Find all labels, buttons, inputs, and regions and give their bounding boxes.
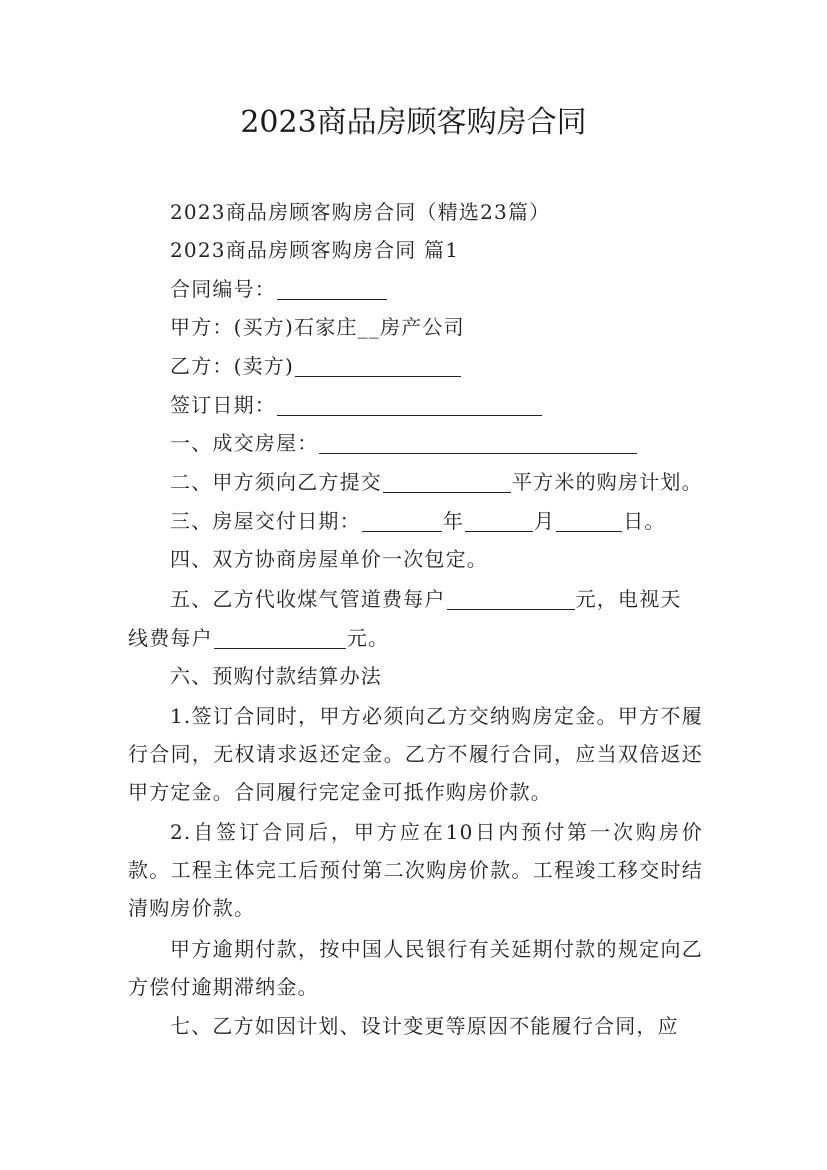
item-5-line-2 [128,619,703,657]
item-5-text-d: 元。 [346,626,390,650]
sign-date-blank [277,393,542,416]
item-2-text-a: 二、甲方须向乙方提交 [170,470,382,494]
item-4-line: 四、双方协商房屋单价一次包定。 [170,547,488,571]
item-3-month-blank [465,509,533,532]
item-2-blank [383,470,511,493]
item-3-year: 年 [442,509,465,533]
item-3-year-blank [362,509,442,532]
contract-number-blank [277,277,387,300]
item-5-text-a: 五、乙方代收煤气管道费每户 [170,587,446,611]
item-5-text-c: 线费每户 [128,626,213,650]
item-1-label: 一、成交房屋： [170,431,319,455]
contract-number-line [128,270,703,308]
sign-date-label: 签订日期： [170,393,276,417]
contract-number-label: 合同编号： [170,277,276,301]
item-1-line [128,424,703,462]
item-1-blank [319,431,637,454]
sign-date-line [128,386,703,424]
party-b-label: 乙方：(卖方) [170,354,295,378]
item-6-heading: 六、预购付款结算办法 [170,664,382,688]
clause-3: 甲方逾期付款，按中国人民银行有关延期付款的规定向乙方偿付逾期滞纳金。 [128,937,703,999]
party-b-blank [295,354,461,377]
item-2-text-b: 平方米的购房计划。 [512,470,703,494]
section-heading: 2023商品房顾客购房合同 篇1 [170,238,460,262]
item-3-month: 月 [534,509,556,533]
item-5-text-b: 元，电视天 [575,587,682,611]
item-3-label: 三、房屋交付日期： [170,509,361,533]
item-5-line [128,580,703,618]
party-b-line [128,347,703,385]
document-title: 2023商品房顾客购房合同 [240,105,587,140]
subtitle: 2023商品房顾客购房合同（精选23篇） [170,200,551,224]
item-2-line [128,463,703,501]
item-3-day: 日。 [623,509,666,533]
clause-1: 1.签订合同时，甲方必须向乙方交纳购房定金。甲方不履行合同，无权请求返还定金。乙方不履行合同，应当双倍返还甲方定金。合同履行完定金可抵作购房价款。 [128,704,703,804]
item-3-day-blank [556,509,622,532]
clause-2: 2.自签订合同后，甲方应在10日内预付第一次购房价款。工程主体完工后预付第二次购房价款。工程竣工移交时结清购房价款。 [128,820,703,920]
party-a-line: 甲方：(买方)石家庄__房产公司 [170,315,465,339]
item-5-tv-blank [214,626,346,649]
item-7-line: 七、乙方如因计划、设计变更等原因不能履行合同，应 [170,1014,679,1038]
item-3-line [128,502,703,540]
item-5-gas-blank [447,587,575,610]
